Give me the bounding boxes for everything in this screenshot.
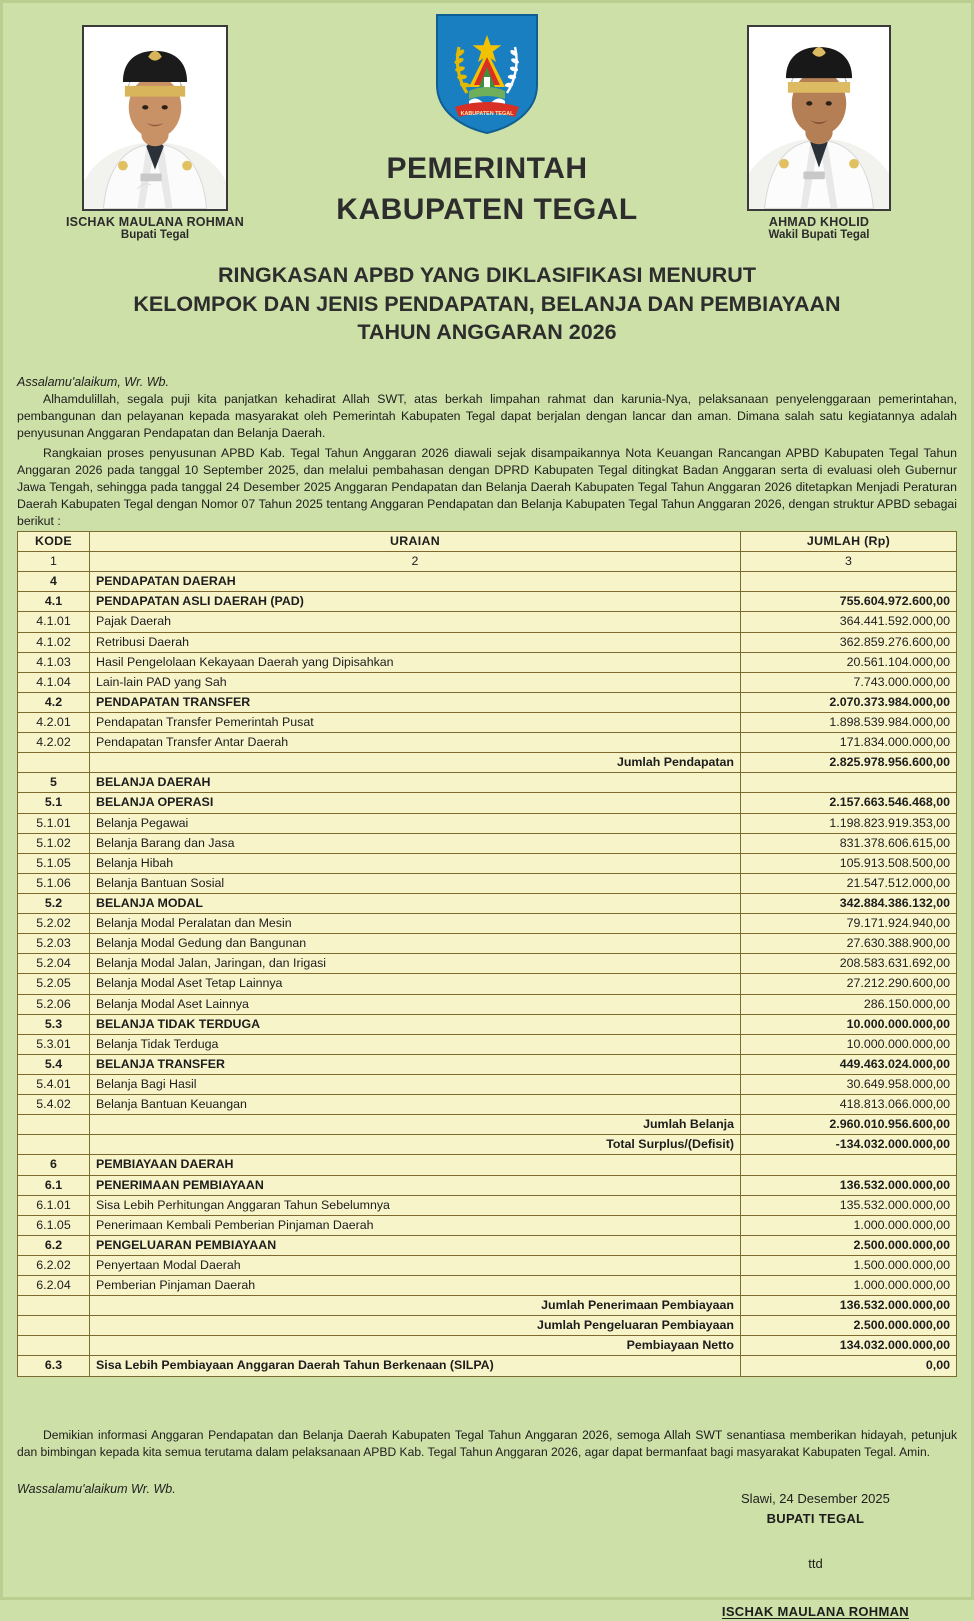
table-row <box>18 652 957 672</box>
cell-jumlah: 364.441.592.000,00 <box>741 612 957 632</box>
cell-jumlah: 7.743.000.000,00 <box>741 672 957 692</box>
apbd-summary-table <box>17 531 957 1377</box>
cell-uraian: Jumlah Pendapatan <box>90 753 741 773</box>
intro-paragraph-1: Alhamdulillah, segala puji kita panjatkan kehadirat Allah SWT, atas berkah limpahan rahmat dan karunia-Nya, pelaksanaan penyelenggaraan pemerintahan, pembangunan dan pelayanan kepada masyarakat oleh Pemerintah Kabupaten Tegal dapat berjalan dengan lancar dan aman. Dimana salah satu kegiatannya adalah penyusunan Anggaran Pendapatan dan Belanja Daerah. <box>17 391 957 442</box>
cell-uraian: Belanja Modal Aset Tetap Lainnya <box>90 974 741 994</box>
page-title-line2: KELOMPOK DAN JENIS PENDAPATAN, BELANJA DAN PEMBIAYAAN <box>3 290 971 319</box>
cell-jumlah: 27.630.388.900,00 <box>741 934 957 954</box>
cell-jumlah: 79.171.924.940,00 <box>741 914 957 934</box>
government-title-line2: KABUPATEN TEGAL <box>17 189 957 230</box>
cell-uraian: Penyertaan Modal Daerah <box>90 1255 741 1275</box>
table-row <box>18 1316 957 1336</box>
kabupaten-tegal-emblem-icon <box>433 11 541 135</box>
cell-jumlah: 286.150.000,00 <box>741 994 957 1014</box>
official-role-bupati: Bupati Tegal <box>65 229 245 241</box>
cell-kode: 5 <box>18 773 90 793</box>
table-row <box>18 914 957 934</box>
cell-uraian: PENGELUARAN PEMBIAYAAN <box>90 1235 741 1255</box>
closing-section <box>17 1427 957 1496</box>
cell-jumlah: 1.000.000.000,00 <box>741 1215 957 1235</box>
cell-jumlah <box>741 572 957 592</box>
cell-uraian: Pembiayaan Netto <box>90 1336 741 1356</box>
column-header-kode: KODE <box>18 532 90 552</box>
cell-uraian: PENERIMAAN PEMBIAYAAN <box>90 1175 741 1195</box>
cell-uraian: PENDAPATAN DAERAH <box>90 572 741 592</box>
table-row <box>18 632 957 652</box>
cell-jumlah: 755.604.972.600,00 <box>741 592 957 612</box>
cell-jumlah: 2.500.000.000,00 <box>741 1316 957 1336</box>
cell-jumlah: 2.500.000.000,00 <box>741 1235 957 1255</box>
table-header-row <box>18 532 957 552</box>
cell-kode: 6.3 <box>18 1356 90 1376</box>
cell-jumlah: 1.198.823.919.353,00 <box>741 813 957 833</box>
cell-kode: 5.1.01 <box>18 813 90 833</box>
cell-jumlah: 449.463.024.000,00 <box>741 1054 957 1074</box>
table-row <box>18 853 957 873</box>
table-row <box>18 974 957 994</box>
cell-uraian: Hasil Pengelolaan Kekayaan Daerah yang Dipisahkan <box>90 652 741 672</box>
cell-kode: 4.2 <box>18 692 90 712</box>
cell-uraian: Belanja Hibah <box>90 853 741 873</box>
table-row <box>18 793 957 813</box>
cell-kode <box>18 1316 90 1336</box>
cell-kode: 6.1.01 <box>18 1195 90 1215</box>
cell-uraian: Belanja Bantuan Keuangan <box>90 1095 741 1115</box>
cell-uraian: Belanja Modal Gedung dan Bangunan <box>90 934 741 954</box>
cell-uraian: Belanja Modal Aset Lainnya <box>90 994 741 1014</box>
cell-uraian: Jumlah Belanja <box>90 1115 741 1135</box>
cell-kode <box>18 1115 90 1135</box>
table-row <box>18 1276 957 1296</box>
column-number-3: 3 <box>741 552 957 572</box>
cell-kode: 6.2 <box>18 1235 90 1255</box>
cell-kode: 5.4 <box>18 1054 90 1074</box>
column-header-uraian: URAIAN <box>90 532 741 552</box>
cell-kode: 5.4.02 <box>18 1095 90 1115</box>
column-number-1: 1 <box>18 552 90 572</box>
cell-jumlah: 27.212.290.600,00 <box>741 974 957 994</box>
table-row <box>18 1155 957 1175</box>
cell-jumlah: 2.825.978.956.600,00 <box>741 753 957 773</box>
cell-kode: 5.1.05 <box>18 853 90 873</box>
cell-jumlah: 136.532.000.000,00 <box>741 1175 957 1195</box>
cell-jumlah <box>741 773 957 793</box>
cell-uraian: Pendapatan Transfer Antar Daerah <box>90 733 741 753</box>
cell-jumlah: 21.547.512.000,00 <box>741 873 957 893</box>
official-name-wakil-bupati: AHMAD KHOLID <box>729 215 909 229</box>
cell-jumlah: 2.157.663.546.468,00 <box>741 793 957 813</box>
cell-jumlah <box>741 1155 957 1175</box>
cell-uraian: BELANJA TIDAK TERDUGA <box>90 1014 741 1034</box>
cell-jumlah: 2.960.010.956.600,00 <box>741 1115 957 1135</box>
table-row <box>18 1095 957 1115</box>
cell-jumlah: 135.532.000.000,00 <box>741 1195 957 1215</box>
signature-place-date: Slawi, 24 Desember 2025 <box>722 1489 909 1509</box>
cell-uraian: BELANJA DAERAH <box>90 773 741 793</box>
cell-kode: 4.1 <box>18 592 90 612</box>
table-row <box>18 672 957 692</box>
cell-kode: 5.3 <box>18 1014 90 1034</box>
table-row <box>18 1215 957 1235</box>
wassalam-text: Wassalamu'alaikum Wr. Wb. <box>17 1482 957 1496</box>
cell-kode: 5.2.03 <box>18 934 90 954</box>
greeting-text: Assalamu'alaikum, Wr. Wb. <box>17 375 957 389</box>
cell-jumlah: 418.813.066.000,00 <box>741 1095 957 1115</box>
cell-kode: 5.2.04 <box>18 954 90 974</box>
cell-jumlah: 30.649.958.000,00 <box>741 1074 957 1094</box>
cell-kode <box>18 753 90 773</box>
cell-jumlah: 134.032.000.000,00 <box>741 1336 957 1356</box>
cell-kode: 4.1.01 <box>18 612 90 632</box>
cell-uraian: PENDAPATAN TRANSFER <box>90 692 741 712</box>
cell-kode: 6.1 <box>18 1175 90 1195</box>
table-row <box>18 1235 957 1255</box>
table-row <box>18 1195 957 1215</box>
table-row <box>18 753 957 773</box>
cell-uraian: Jumlah Pengeluaran Pembiayaan <box>90 1316 741 1336</box>
cell-uraian: Penerimaan Kembali Pemberian Pinjaman Daerah <box>90 1215 741 1235</box>
cell-kode: 4.2.01 <box>18 712 90 732</box>
cell-uraian: BELANJA OPERASI <box>90 793 741 813</box>
cell-kode: 5.3.01 <box>18 1034 90 1054</box>
intro-section <box>17 375 957 533</box>
cell-jumlah: 10.000.000.000,00 <box>741 1014 957 1034</box>
cell-jumlah: 362.859.276.600,00 <box>741 632 957 652</box>
table-body <box>18 552 957 1376</box>
government-title <box>17 148 957 231</box>
signature-block <box>722 1489 909 1621</box>
cell-uraian: Belanja Bantuan Sosial <box>90 873 741 893</box>
cell-kode: 5.2.02 <box>18 914 90 934</box>
cell-jumlah: 1.000.000.000,00 <box>741 1276 957 1296</box>
cell-jumlah: 20.561.104.000,00 <box>741 652 957 672</box>
cell-uraian: Belanja Pegawai <box>90 813 741 833</box>
table-row <box>18 1135 957 1155</box>
table-row <box>18 712 957 732</box>
cell-kode: 5.4.01 <box>18 1074 90 1094</box>
table-row <box>18 1115 957 1135</box>
intro-paragraph-2: Rangkaian proses penyusunan APBD Kab. Tegal Tahun Anggaran 2026 diawali sejak disampaikannya Nota Keuangan Rancangan APBD Kabupaten Tegal Tahun Anggaran 2026 pada tanggal 10 September 2025, dan melalui pembahasan dengan DPRD Kabupaten Tegal ditingkat Badan Anggaran serta di evaluasi oleh Gubernur Jawa Tengah, sehingga pada tanggal 24 Desember 2025 Anggaran Pendapatan dan Belanja Daerah Kabupaten Tegal Tahun Anggaran 2026 ditetapkan Menjadi Peraturan Daerah Kabupaten Tegal dengan Nomor 07 Tahun 2025 tentang Anggaran Pendapatan dan Belanja Kabupaten Tegal Tahun Anggaran 2026, dengan struktur APBD sebagai berikut : <box>17 445 957 530</box>
table-row <box>18 1175 957 1195</box>
table-row <box>18 1074 957 1094</box>
cell-jumlah: 342.884.386.132,00 <box>741 893 957 913</box>
cell-jumlah: 208.583.631.692,00 <box>741 954 957 974</box>
svg-text:KABUPATEN TEGAL: KABUPATEN TEGAL <box>461 111 515 117</box>
cell-kode: 5.1.02 <box>18 833 90 853</box>
cell-jumlah: -134.032.000.000,00 <box>741 1135 957 1155</box>
cell-jumlah: 1.500.000.000,00 <box>741 1255 957 1275</box>
cell-kode: 5.2 <box>18 893 90 913</box>
table-row <box>18 1054 957 1074</box>
cell-kode <box>18 1135 90 1155</box>
cell-kode: 5.1.06 <box>18 873 90 893</box>
cell-uraian: Jumlah Penerimaan Pembiayaan <box>90 1296 741 1316</box>
cell-kode: 5.2.05 <box>18 974 90 994</box>
table-row <box>18 893 957 913</box>
official-role-wakil-bupati: Wakil Bupati Tegal <box>729 229 909 241</box>
cell-jumlah: 171.834.000.000,00 <box>741 733 957 753</box>
table-row <box>18 692 957 712</box>
cell-kode: 5.1 <box>18 793 90 813</box>
table-row <box>18 1014 957 1034</box>
cell-jumlah: 10.000.000.000,00 <box>741 1034 957 1054</box>
page-title <box>3 261 971 347</box>
cell-uraian: Belanja Modal Peralatan dan Mesin <box>90 914 741 934</box>
cell-kode: 6.2.02 <box>18 1255 90 1275</box>
cell-uraian: Total Surplus/(Defisit) <box>90 1135 741 1155</box>
signature-office: BUPATI TEGAL <box>722 1509 909 1529</box>
table-row <box>18 833 957 853</box>
page-title-line3: TAHUN ANGGARAN 2026 <box>3 318 971 347</box>
cell-jumlah: 105.913.508.500,00 <box>741 853 957 873</box>
cell-uraian: Lain-lain PAD yang Sah <box>90 672 741 692</box>
table-row <box>18 612 957 632</box>
cell-jumlah: 831.378.606.615,00 <box>741 833 957 853</box>
apbd-summary-table-wrapper <box>17 531 957 1377</box>
table-row <box>18 813 957 833</box>
table-row <box>18 1336 957 1356</box>
government-title-line1: PEMERINTAH <box>386 152 587 185</box>
cell-kode: 4.1.04 <box>18 672 90 692</box>
cell-kode: 4 <box>18 572 90 592</box>
cell-kode <box>18 1336 90 1356</box>
cell-kode: 4.1.03 <box>18 652 90 672</box>
cell-uraian: PEMBIAYAAN DAERAH <box>90 1155 741 1175</box>
cell-kode: 6.2.04 <box>18 1276 90 1296</box>
cell-kode: 5.2.06 <box>18 994 90 1014</box>
table-row <box>18 1255 957 1275</box>
cell-uraian: Retribusi Daerah <box>90 632 741 652</box>
cell-uraian: Belanja Barang dan Jasa <box>90 833 741 853</box>
table-row <box>18 1296 957 1316</box>
table-row <box>18 873 957 893</box>
table-row <box>18 733 957 753</box>
cell-kode <box>18 1296 90 1316</box>
column-header-jumlah: JUMLAH (Rp) <box>741 532 957 552</box>
cell-kode: 4.1.02 <box>18 632 90 652</box>
table-row <box>18 954 957 974</box>
table-row <box>18 1356 957 1376</box>
cell-uraian: BELANJA TRANSFER <box>90 1054 741 1074</box>
cell-jumlah: 1.898.539.984.000,00 <box>741 712 957 732</box>
table-row <box>18 773 957 793</box>
official-name-bupati: ISCHAK MAULANA ROHMAN <box>65 215 245 229</box>
cell-kode: 6.1.05 <box>18 1215 90 1235</box>
cell-uraian: Belanja Bagi Hasil <box>90 1074 741 1094</box>
cell-uraian: Pendapatan Transfer Pemerintah Pusat <box>90 712 741 732</box>
table-row <box>18 1034 957 1054</box>
cell-uraian: Sisa Lebih Pembiayaan Anggaran Daerah Tahun Berkenaan (SILPA) <box>90 1356 741 1376</box>
table-row <box>18 994 957 1014</box>
column-number-2: 2 <box>90 552 741 572</box>
cell-jumlah: 2.070.373.984.000,00 <box>741 692 957 712</box>
cell-uraian: Belanja Tidak Terduga <box>90 1034 741 1054</box>
closing-paragraph: Demikian informasi Anggaran Pendapatan dan Belanja Daerah Kabupaten Tegal Tahun Anggaran 2026, semoga Allah SWT senantiasa memberikan hidayah, petunjuk dan bimbingan kepada kita semua terutama dalam pelaksanaan APBD Kab. Tegal Tahun Anggaran 2026, agar dapat bermanfaat bagi masyarakat Kabupaten Tegal. Amin. <box>17 1427 957 1460</box>
cell-uraian: BELANJA MODAL <box>90 893 741 913</box>
signature-name: ISCHAK MAULANA ROHMAN <box>722 1602 909 1621</box>
masthead <box>17 3 957 261</box>
table-column-number-row <box>18 552 957 572</box>
cell-jumlah: 136.532.000.000,00 <box>741 1296 957 1316</box>
cell-jumlah: 0,00 <box>741 1356 957 1376</box>
signature-ttd-mark: ttd <box>722 1554 909 1574</box>
table-row <box>18 934 957 954</box>
cell-uraian: Belanja Modal Jalan, Jaringan, dan Irigasi <box>90 954 741 974</box>
page-title-line1: RINGKASAN APBD YANG DIKLASIFIKASI MENURUT <box>3 261 971 290</box>
cell-uraian: Pajak Daerah <box>90 612 741 632</box>
cell-uraian: PENDAPATAN ASLI DAERAH (PAD) <box>90 592 741 612</box>
table-row <box>18 572 957 592</box>
cell-kode: 6 <box>18 1155 90 1175</box>
cell-uraian: Pemberian Pinjaman Daerah <box>90 1276 741 1296</box>
cell-kode: 4.2.02 <box>18 733 90 753</box>
table-row <box>18 592 957 612</box>
cell-uraian: Sisa Lebih Perhitungan Anggaran Tahun Sebelumnya <box>90 1195 741 1215</box>
